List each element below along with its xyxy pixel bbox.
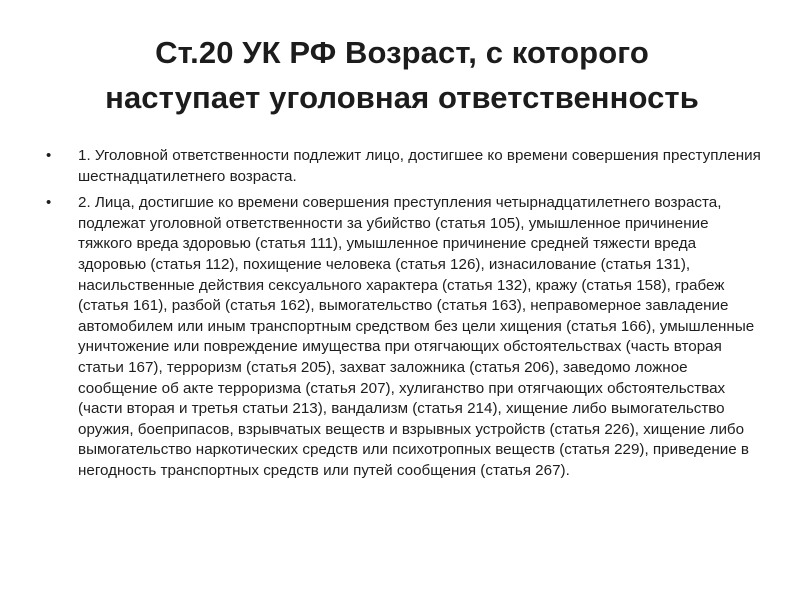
slide-title-line-1: Ст.20 УК РФ Возраст, с которого [155,35,649,70]
point-2-text: 2. Лица, достигшие ко времени совершения преступления четырнадцатилетнего возраста, подлежат уголовной ответственности за убийство (статья 105), умышленное причинение тяжкого вреда здоровью (статья 111), умышленное причинение средней тяжести вреда здоровью (статья 112), похищение человека (статья 126), изнасилование (статья 131), насильственные действия сексуального характера (статья 132), кражу (статья 158), грабеж (статья 161), разбой (статья 162), вымогательство (статья 163), неправомерное завладение автомобилем или иным транспортным средством без цели хищения (статья 166), умышленные уничтожение или повреждение имущества при отягчающих обстоятельствах (часть вторая статьи 167), терроризм (статья 205), захват заложника (статья 206), заведомо ложное сообщение об акте терроризма (статья 207), хулиганство при отягчающих обстоятельствах (части вторая и третья статьи 213), вандализм (статья 214), хищение либо вымогательство оружия, боеприпасов, взрывчатых веществ и взрывных устройств (статья 226), хищение либо вымогательство наркотических средств или психотропных веществ (статья 229), приведение в негодность транспортных средств или путей сообщения (статья 267). [78,194,755,479]
bullet-icon: • [46,194,52,212]
slide-title [42,30,762,120]
list-item-point-2 [42,193,762,481]
list-item-point-1 [42,146,762,187]
bullet-icon: • [46,147,52,164]
slide-content-list [42,146,762,482]
point-1-text: 1. Уголовной ответственности подлежит лицо, достигшее ко времени совершения преступления шестнадцатилетнего возраста. [78,147,761,185]
slide-title-line-2: наступает уголовная ответственность [105,80,699,115]
